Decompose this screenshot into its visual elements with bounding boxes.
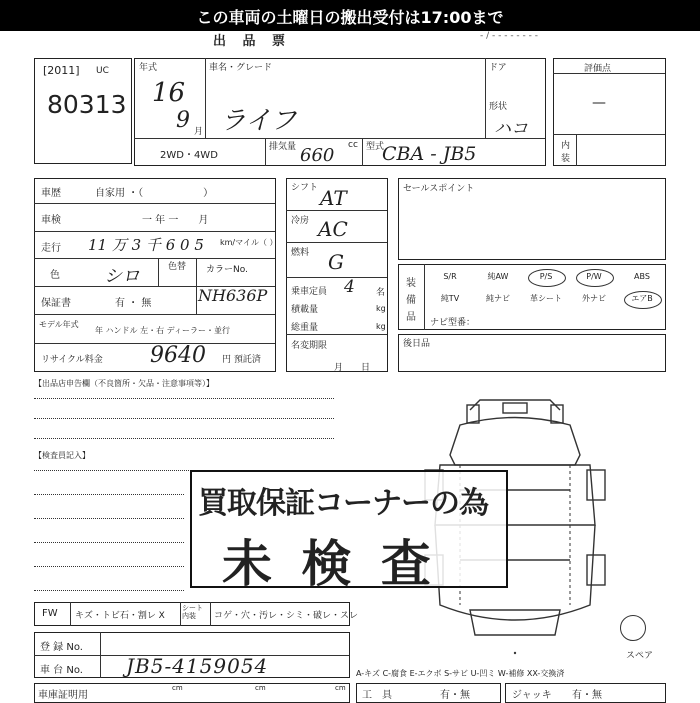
- transfer-value: 月 日: [334, 363, 371, 373]
- rating-label: 評価点: [584, 64, 612, 74]
- month-value: 9: [176, 108, 190, 133]
- fuel-label: 燃料: [291, 248, 310, 258]
- model-value: CBA - JB5: [382, 143, 477, 165]
- equipment-option: 外ナビ: [582, 294, 606, 303]
- capacity-label: 乗車定員: [291, 287, 328, 297]
- cm-unit-2: cm: [255, 684, 266, 692]
- displacement-value: 660: [300, 145, 335, 166]
- warranty-value: 有 ・ 無: [115, 298, 152, 309]
- equipment-option: 純AW: [487, 272, 509, 281]
- cm-unit-1: cm: [172, 684, 183, 692]
- recycle-label: リサイクル料金: [41, 355, 103, 365]
- history-label: 車歴: [41, 188, 61, 199]
- spare-label: スペア: [626, 651, 654, 661]
- equipment-option: ABS: [634, 272, 650, 281]
- capacity-value: 4: [344, 277, 355, 297]
- equipment-label-1: 装: [406, 278, 416, 289]
- registration-label: 登 録 No.: [40, 642, 83, 653]
- color-value: シロ: [104, 266, 140, 287]
- navi-model-label: ナビ型番：: [430, 318, 476, 328]
- sheet-title: 出 品 票: [213, 34, 292, 49]
- fuel-value: G: [328, 250, 344, 274]
- ac-label: 冷房: [291, 216, 310, 226]
- color-no-label: カラーNo.: [206, 265, 248, 275]
- shift-value: AT: [320, 186, 347, 210]
- shape-label: 形状: [489, 102, 508, 112]
- jack-value: 有・無: [572, 690, 602, 701]
- equipment-option: 純ナビ: [486, 294, 510, 303]
- displacement-unit: cc: [348, 140, 358, 150]
- shape-value: ハコ: [494, 119, 528, 139]
- color-no-value: NH636P: [198, 286, 268, 305]
- interior-label-2: 装: [561, 154, 571, 164]
- color-change-label: 色替: [168, 262, 187, 272]
- tools-value: 有・無: [440, 690, 470, 701]
- model-label: 型式: [366, 142, 385, 152]
- sales-point-label: セールスポイント: [403, 184, 475, 194]
- spare-tire-icon: [620, 615, 646, 641]
- year-tag: [2011]: [43, 64, 80, 77]
- equipment-checked-mark: [624, 291, 662, 309]
- notes-box: [398, 334, 666, 372]
- equipment-option: 革シート: [530, 294, 562, 303]
- stamp-line-2: 未 検 査: [222, 535, 437, 593]
- inspector-label: 【検査員記入】: [34, 451, 90, 460]
- year-value: 16: [152, 78, 186, 108]
- gross-unit: kg: [376, 322, 386, 331]
- month-suffix: 月: [194, 127, 204, 137]
- notice-banner: [0, 0, 700, 31]
- ac-value: AC: [318, 217, 348, 241]
- color-label: 色: [50, 270, 60, 281]
- name-label: 車名・グレード: [209, 63, 273, 73]
- tools-label: 工 具: [362, 690, 392, 701]
- drive-label: 2WD・4WD: [160, 150, 218, 161]
- stamp-line-1: 買取保証コーナーの為: [198, 486, 488, 521]
- year-label: 年式: [139, 63, 158, 73]
- shaken-value: 一 年 一 月: [142, 215, 209, 226]
- seller-notes-label: 【出品店申告欄（不良箇所・欠品・注意事項等）】: [34, 379, 214, 388]
- equipment-option: 純TV: [440, 294, 460, 303]
- notes-label: 後日品: [403, 339, 431, 349]
- fw-value: キズ・トビ石・割レ X: [75, 611, 165, 621]
- displacement-label: 排気量: [269, 142, 297, 152]
- equipment-label-2: 備: [406, 295, 416, 306]
- model-year-value: 年 ハンドル 左・右 ディーラー・並行: [95, 326, 230, 335]
- corner-mark: UC: [96, 66, 109, 76]
- door-label: ドア: [489, 63, 507, 73]
- equipment-option: S/R: [443, 272, 457, 281]
- interior-label-1: 内: [561, 141, 571, 151]
- shift-label: シフト: [291, 183, 319, 193]
- warranty-label: 保証書: [41, 298, 71, 309]
- load-unit: kg: [376, 304, 386, 313]
- equipment-checked-mark: [576, 269, 614, 287]
- damage-codes-legend: A-キズ C-腐食 E-エクボ S-サビ U-凹ミ W-補修 XX-交換済: [356, 669, 565, 678]
- chassis-value: JB5-4159054: [126, 654, 269, 678]
- equipment-option: P/W: [586, 272, 602, 281]
- cm-unit-3: cm: [335, 684, 346, 692]
- recycle-value: 9640: [150, 343, 206, 368]
- fw-label: FW: [42, 608, 58, 619]
- notice-banner-text: この車両の土曜日の搬出受付は17:00まで: [196, 8, 504, 27]
- seat-value: コゲ・穴・汚レ・シミ・破レ・スレ: [214, 611, 359, 621]
- equipment-option: エアB: [631, 294, 653, 303]
- seat-label: シート内装: [182, 604, 203, 620]
- model-year-label: モデル年式: [39, 320, 79, 329]
- load-label: 積載量: [291, 305, 319, 315]
- recycle-unit: 円 預託済: [222, 355, 261, 365]
- sheet-number-partial: - / - - - - - - - -: [480, 31, 539, 41]
- name-value: ライフ: [220, 106, 297, 136]
- equipment-option: P/S: [539, 272, 553, 281]
- history-value: 自家用 ・（ ）: [95, 188, 214, 199]
- mileage-label: 走行: [41, 243, 61, 254]
- jack-label: ジャッキ: [512, 690, 552, 701]
- capacity-unit: 名: [376, 288, 386, 298]
- shaken-label: 車検: [41, 215, 61, 226]
- gross-label: 総重量: [291, 323, 319, 333]
- transfer-label: 名変期限: [291, 341, 328, 351]
- mileage-value: 11 万 3 千 6 0 5: [88, 236, 204, 254]
- lot-number: 80313: [47, 90, 127, 119]
- equipment-checked-mark: [528, 269, 566, 287]
- garage-cert-label: 車庫証明用: [38, 690, 88, 701]
- chassis-label: 車 台 No.: [40, 665, 83, 676]
- rating-value: —: [592, 95, 606, 111]
- mileage-unit: km/マイル（ ）: [220, 238, 278, 247]
- equipment-label-3: 品: [406, 312, 416, 323]
